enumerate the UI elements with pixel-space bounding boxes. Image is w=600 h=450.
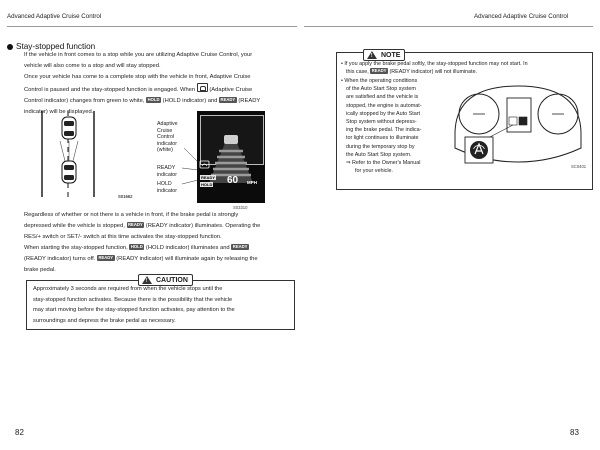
label-hold-indicator: HOLD indicator — [157, 181, 178, 194]
acc-indicator-icon — [197, 83, 208, 92]
caution-heading: ! CAUTION — [138, 271, 193, 289]
figure-code-note: SC0401 — [571, 164, 587, 169]
section-title: Stay-stopped function — [7, 42, 95, 51]
figure-code-left: S01662 — [118, 194, 133, 199]
warning-triangle-icon — [367, 51, 377, 59]
intro-paragraph — [24, 50, 294, 72]
para-line: Control indicator) changes from green to white, HOLD (HOLD indicator) and READY (READY — [24, 97, 261, 104]
ready-indicator-icon: READY — [128, 222, 143, 227]
intro-line: If the vehicle in front comes to a stop while you are utilizing Adaptive Cruise Control, your — [24, 52, 253, 58]
warning-triangle-icon — [142, 276, 152, 284]
display-ready-lamp: READY — [201, 175, 216, 180]
para-line: Regardless of whether or not there is a vehicle in front, if the brake pedal is strongly — [24, 212, 239, 218]
ready-indicator-icon: READY — [98, 255, 114, 260]
section-bullet-icon — [7, 44, 13, 50]
intro-line: vehicle will also come to a stop and will stay stopped. — [24, 63, 161, 69]
ready-indicator-icon: READY — [371, 68, 387, 74]
para-line: RES/+ switch or SET/- switch at this time activates the stay-stopped function. — [24, 234, 222, 240]
para-line: indicator) will be displayed. — [24, 109, 94, 115]
right-header-rule — [304, 26, 593, 27]
display-hold-lamp: HOLD — [201, 182, 213, 187]
road-diagram-svg — [24, 111, 136, 203]
label-acc-indicator: Adaptive Cruise Control indicator (white) — [157, 121, 178, 153]
para-line: Control is paused and the stay-stopped function is engaged. When (Adaptive Cruise — [24, 83, 294, 96]
display-speed-unit: MPH — [247, 180, 257, 185]
instrument-display — [197, 111, 265, 210]
para-line: brake pedal. — [24, 267, 56, 273]
page-number-left: 82 — [15, 428, 24, 437]
para-line: (READY indicator) turns off. READY (READY indicator) will illuminate again by releasing the — [24, 255, 258, 262]
hold-indicator-icon: HOLD — [130, 244, 143, 249]
note-item-2: • When the operating conditions of the Auto Start Stop system are satisfied and the vehicle is stopped, the engine is automat- ically stopped by the Auto Start Stop system without depress- ing the brake pedal. The indica- tor light continues to illuminate during the temporary stop by the Auto Start Stop system. ⇒ Refer to the Owner's Manual for your vehicle. — [341, 78, 422, 175]
left-running-header: Advanced Adaptive Cruise Control — [7, 13, 102, 20]
hold-indicator-icon: HOLD — [147, 97, 160, 102]
leader-lines — [170, 140, 200, 195]
display-speed: 60 — [227, 175, 239, 186]
display-road-graphic — [197, 111, 265, 203]
figure-code-right: S03310 — [233, 205, 248, 210]
stay-stopped-activation-paragraph — [24, 210, 294, 276]
para-line: depressed while the vehicle is stopped, READY (READY indicator) illuminates. Operating the — [24, 222, 261, 229]
label-ready-indicator: READY indicator — [157, 165, 178, 178]
page-number-right: 83 — [570, 428, 579, 437]
ready-indicator-icon: READY — [220, 97, 236, 102]
road-diagram — [24, 111, 136, 203]
note-item-1: • If you apply the brake pedal softly, the stay-stopped function may not start. In this case, READY (READY indicator) will not illuminate. — [341, 61, 528, 76]
note-heading: ! NOTE — [363, 46, 405, 64]
instrument-cluster-figure — [451, 82, 586, 177]
caution-text: Approximately 3 seconds are required from when the vehicle stops until the stay-stopped function activates. Because there is the possibility that the vehicle may start moving before the stay-stopped function activates, pay attention to the surroundings and depress the brake pedal as necessary. — [33, 286, 235, 324]
reference-arrow-icon: ⇒ — [346, 160, 351, 167]
ready-indicator-icon: READY — [232, 244, 248, 249]
para-line: When starting the stay-stopped function, HOLD (HOLD indicator) illuminates and READY — [24, 244, 248, 251]
right-running-header: Advanced Adaptive Cruise Control — [474, 13, 569, 20]
para-line: Once your vehicle has come to a complete stop with the vehicle in front, Adaptive Cruise — [24, 74, 251, 80]
left-header-rule — [7, 26, 297, 27]
